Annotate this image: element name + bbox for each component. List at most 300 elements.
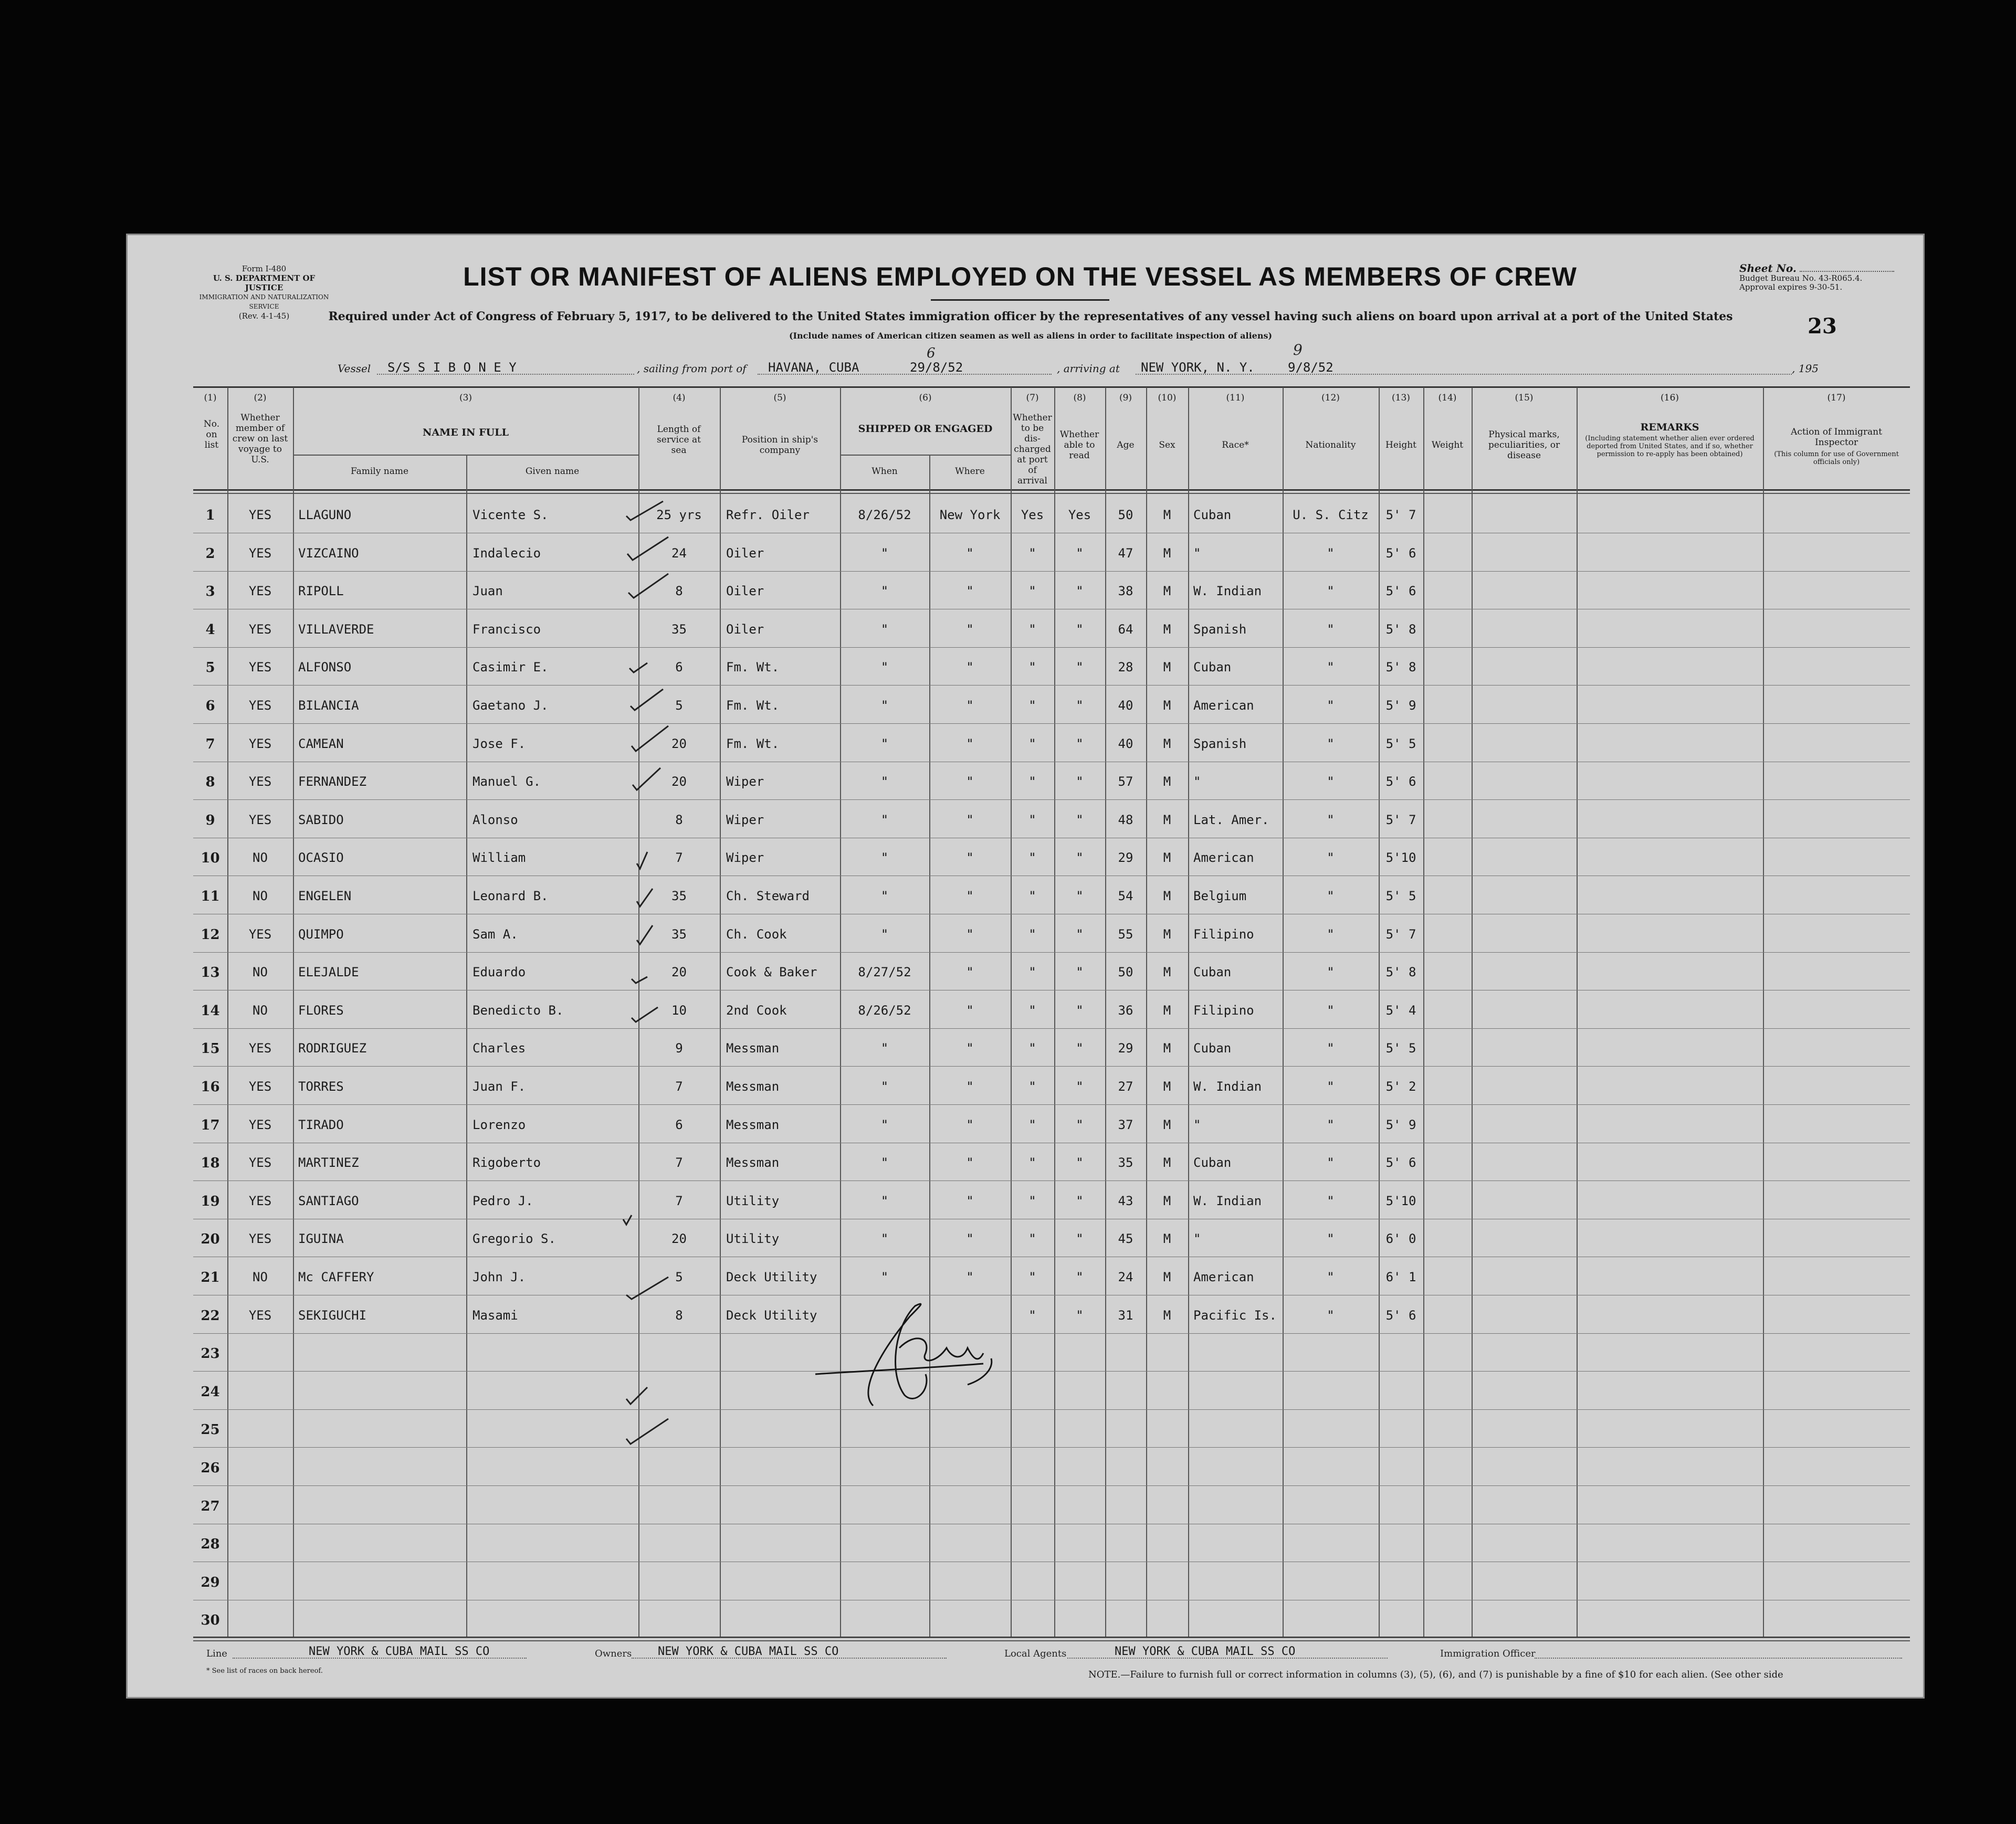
given-name-cell: Gaetano J. [472, 698, 549, 713]
last-voyage-cell: YES [248, 1041, 272, 1056]
last-voyage-cell: YES [248, 1308, 272, 1323]
header-able-to-read: Whether able to read [1059, 429, 1099, 461]
row-number: 29 [201, 1574, 220, 1590]
table-row [128, 801, 1923, 839]
sex-cell: M [1163, 508, 1171, 522]
given-name-cell: Eduardo [472, 965, 526, 980]
form-dept: U. S. DEPARTMENT OF JUSTICE [213, 273, 316, 292]
race-cell: American [1193, 1270, 1254, 1284]
given-name-cell: Juan [472, 584, 503, 599]
family-name-cell: QUIMPO [298, 926, 344, 942]
line-label: Line [206, 1648, 227, 1659]
nationality-cell: " [1327, 1308, 1335, 1323]
table-row [128, 839, 1923, 877]
position-cell: Wiper [726, 850, 764, 866]
line-value: NEW YORK & CUBA MAIL SS CO [309, 1645, 490, 1658]
age-cell: 40 [1118, 736, 1133, 751]
given-name-cell: Manuel G. [472, 774, 541, 789]
race-cell: Cuban [1193, 1041, 1232, 1056]
race-cell: " [1193, 1117, 1201, 1132]
given-name-cell: Vicente S. [472, 508, 549, 522]
table-row [128, 610, 1923, 649]
header-nationality: Nationality [1305, 440, 1356, 450]
family-name-cell: SABIDO [298, 812, 344, 827]
signature [810, 1285, 999, 1421]
row-number: 19 [201, 1193, 220, 1209]
service-length-cell: 8 [675, 812, 683, 827]
table-row [128, 1182, 1923, 1220]
nationality-cell: " [1327, 736, 1335, 751]
last-voyage-cell: NO [253, 1003, 268, 1018]
able-to-read-cell: " [1076, 1003, 1084, 1018]
able-to-read-cell: " [1076, 889, 1084, 903]
sex-cell: M [1163, 889, 1171, 903]
given-name-cell: Sam A. [472, 926, 518, 942]
row-number: 4 [205, 621, 215, 638]
table-row [128, 1258, 1923, 1296]
height-cell: 5' 4 [1385, 1003, 1416, 1018]
nationality-cell: " [1327, 621, 1335, 637]
family-name-cell: FERNANDEZ [298, 774, 367, 789]
given-name-cell: John J. [472, 1270, 526, 1284]
family-name-cell: SEKIGUCHI [298, 1308, 367, 1323]
service-length-cell: 20 [671, 965, 687, 980]
position-cell: Messman [726, 1117, 780, 1132]
age-cell: 29 [1118, 850, 1133, 866]
nationality-cell: " [1327, 1155, 1335, 1171]
arriving-label: , arriving at [1057, 362, 1120, 375]
shipped-where-cell: " [966, 1041, 974, 1056]
row-number: 14 [201, 1003, 220, 1019]
service-length-cell: 35 [671, 621, 687, 637]
position-cell: 2nd Cook [726, 1003, 787, 1018]
shipped-where-cell: " [966, 698, 974, 713]
header-sex: Sex [1159, 440, 1175, 450]
position-cell: Utility [726, 1231, 780, 1247]
able-to-read-cell: Yes [1068, 508, 1091, 522]
age-cell: 38 [1118, 584, 1133, 599]
sex-cell: M [1163, 736, 1171, 751]
header-inspector-action: Action of Immigrant Inspector [1791, 427, 1882, 448]
position-cell: Refr. Oiler [726, 508, 810, 522]
discharged-cell: " [1028, 1003, 1036, 1018]
nationality-cell: " [1327, 965, 1335, 980]
position-cell: Messman [726, 1155, 780, 1171]
nationality-cell: " [1327, 1003, 1335, 1018]
shipped-where-cell: " [966, 545, 974, 561]
row-number: 15 [201, 1041, 220, 1057]
sex-cell: M [1163, 774, 1171, 789]
age-cell: 29 [1118, 1041, 1133, 1056]
family-name-cell: TORRES [298, 1079, 344, 1094]
height-cell: 5' 8 [1385, 621, 1416, 637]
table-row [128, 877, 1923, 915]
table-row [128, 1410, 1923, 1449]
shipped-where-cell: " [966, 850, 974, 866]
service-length-cell: 5 [675, 698, 683, 713]
able-to-read-cell: " [1076, 850, 1084, 866]
shipped-where-cell: " [966, 621, 974, 637]
last-voyage-cell: YES [248, 1117, 272, 1132]
discharged-cell: " [1028, 1308, 1036, 1323]
age-cell: 54 [1118, 889, 1133, 903]
family-name-cell: LLAGUNO [298, 508, 352, 522]
sex-cell: M [1163, 926, 1171, 942]
race-cell: " [1193, 774, 1201, 789]
family-name-cell: IGUINA [298, 1231, 344, 1247]
age-cell: 55 [1118, 926, 1133, 942]
row-number: 25 [201, 1422, 220, 1438]
header-when: When [872, 466, 898, 477]
header-height: Height [1385, 440, 1416, 450]
nationality-cell: " [1327, 1270, 1335, 1284]
header-discharged: Whether to be dis-charged at port of arrival [1013, 413, 1052, 486]
last-voyage-cell: YES [248, 736, 272, 751]
last-voyage-cell: YES [248, 698, 272, 713]
shipped-where-cell: New York [939, 508, 1001, 522]
service-length-cell: 7 [675, 850, 683, 866]
header-length-of-service: Length of service at sea [657, 424, 701, 456]
able-to-read-cell: " [1076, 1079, 1084, 1094]
age-cell: 45 [1118, 1231, 1133, 1247]
row-number: 6 [205, 698, 215, 714]
service-length-cell: 6 [675, 1117, 683, 1132]
last-voyage-cell: YES [248, 1079, 272, 1094]
nationality-cell: " [1327, 1041, 1335, 1056]
form-service: IMMIGRATION AND NATURALIZATION SERVICE [199, 293, 329, 310]
shipped-when-cell: " [880, 1079, 889, 1094]
sex-cell: M [1163, 1308, 1171, 1323]
shipped-where-cell: " [966, 812, 974, 827]
sex-cell: M [1163, 1079, 1171, 1094]
position-cell: Oiler [726, 621, 764, 637]
discharged-cell: " [1028, 889, 1036, 903]
table-row [128, 953, 1923, 992]
colnum-6: (6) [919, 393, 932, 403]
colnum-5: (5) [773, 393, 786, 403]
able-to-read-cell: " [1076, 774, 1084, 789]
vessel-name: S/S S I B O N E Y [387, 360, 517, 375]
owners-value: NEW YORK & CUBA MAIL SS CO [658, 1645, 839, 1658]
shipped-when-cell: 8/26/52 [858, 1003, 911, 1018]
nationality-cell: " [1327, 889, 1335, 903]
age-cell: 40 [1118, 698, 1133, 713]
colnum-13: (13) [1392, 393, 1410, 403]
table-row [128, 725, 1923, 763]
family-name-cell: MARTINEZ [298, 1155, 359, 1171]
discharged-cell: " [1028, 1193, 1036, 1208]
last-voyage-cell: NO [253, 965, 268, 980]
sex-cell: M [1163, 1155, 1171, 1171]
header-last-voyage: Whether member of crew on last voyage to U.S. [232, 413, 288, 465]
shipped-where-cell: " [966, 736, 974, 751]
able-to-read-cell: " [1076, 545, 1084, 561]
sex-cell: M [1163, 850, 1171, 866]
height-cell: 5' 5 [1385, 889, 1416, 903]
given-name-cell: Gregorio S. [472, 1231, 556, 1247]
discharged-cell: " [1028, 1041, 1036, 1056]
family-name-cell: BILANCIA [298, 698, 359, 713]
colnum-7: (7) [1026, 393, 1039, 403]
age-cell: 64 [1118, 621, 1133, 637]
service-length-cell: 7 [675, 1155, 683, 1171]
shipped-when-cell: " [880, 812, 889, 827]
sex-cell: M [1163, 584, 1171, 599]
shipped-when-cell: " [880, 736, 889, 751]
height-cell: 5' 7 [1385, 812, 1416, 827]
race-cell: Spanish [1193, 621, 1247, 637]
table-row [128, 763, 1923, 801]
family-name-cell: ELEJALDE [298, 965, 359, 980]
sailing-label: , sailing from port of [637, 362, 747, 375]
last-voyage-cell: NO [253, 889, 268, 903]
shipped-when-cell: " [880, 545, 889, 561]
service-length-cell: 6 [675, 660, 683, 675]
age-cell: 31 [1118, 1308, 1133, 1323]
vessel-line [338, 341, 1860, 381]
row-number: 8 [205, 774, 215, 790]
header-given-name: Given name [525, 466, 580, 477]
row-number: 1 [205, 508, 215, 523]
shipped-where-cell: " [966, 965, 974, 980]
race-cell: Filipino [1193, 926, 1254, 942]
discharged-cell: " [1028, 660, 1036, 675]
given-name-cell: Francisco [472, 621, 541, 637]
able-to-read-cell: " [1076, 584, 1084, 599]
shipped-when-cell: " [880, 926, 889, 942]
age-cell: 37 [1118, 1117, 1133, 1132]
officer-label: Immigration Officer [1440, 1648, 1536, 1659]
discharged-cell: " [1028, 1079, 1036, 1094]
shipped-where-cell: " [966, 926, 974, 942]
row-number: 22 [201, 1308, 220, 1324]
height-cell: 5'10 [1385, 1193, 1416, 1208]
arriving-port: NEW YORK, N. Y. [1141, 360, 1255, 375]
colnum-12: (12) [1321, 393, 1340, 403]
arriving-date: 9/8/52 [1288, 360, 1334, 375]
form-rev: (Rev. 4-1-45) [238, 311, 290, 321]
row-number: 2 [205, 545, 215, 562]
shipped-when-cell: " [880, 889, 889, 903]
service-length-cell: 35 [671, 926, 687, 942]
given-name-cell: Masami [472, 1308, 518, 1323]
row-number: 20 [201, 1231, 220, 1248]
given-name-cell: Jose F. [472, 736, 526, 751]
discharged-cell: " [1028, 1270, 1036, 1284]
shipped-when-cell: " [880, 584, 889, 599]
check-marks [616, 495, 689, 1608]
shipped-when-cell: " [880, 1270, 889, 1284]
subtitle: Required under Act of Congress of February 5, 1917, to be delivered to the United States immigration officer by the representatives of any vessel having such aliens on board upon arrival at a port of the United States [328, 310, 1733, 323]
colnum-9: (9) [1119, 393, 1132, 403]
table-row [128, 1144, 1923, 1182]
row-number: 13 [201, 965, 220, 981]
vessel-label: Vessel [338, 362, 371, 375]
sex-cell: M [1163, 1193, 1171, 1208]
family-name-cell: SANTIAGO [298, 1193, 359, 1208]
shipped-when-cell: " [880, 660, 889, 675]
row-number: 26 [201, 1460, 220, 1476]
nationality-cell: " [1327, 698, 1335, 713]
colnum-10: (10) [1158, 393, 1177, 403]
header-remarks-note: (Including statement whether alien ever ordered deported from United States, and if so, whether permission to re-apply has been obtained) [1585, 435, 1755, 458]
service-length-cell: 7 [675, 1193, 683, 1208]
nationality-cell: " [1327, 1193, 1335, 1208]
shipped-when-cell: " [880, 621, 889, 637]
family-name-cell: OCASIO [298, 850, 344, 866]
family-name-cell: ENGELEN [298, 889, 352, 903]
sailing-port: HAVANA, CUBA [768, 360, 859, 375]
position-cell: Deck Utility [726, 1308, 817, 1323]
shipped-where-cell: " [966, 1079, 974, 1094]
colnum-16: (16) [1661, 393, 1679, 403]
height-cell: 5' 6 [1385, 774, 1416, 789]
family-name-cell: VILLAVERDE [298, 621, 374, 637]
family-name-cell: ALFONSO [298, 660, 352, 675]
given-name-cell: Casimir E. [472, 660, 549, 675]
last-voyage-cell: NO [253, 1270, 268, 1284]
position-cell: Wiper [726, 774, 764, 789]
shipped-where-cell: " [966, 1155, 974, 1171]
table-row [128, 1525, 1923, 1563]
row-number: 3 [205, 584, 215, 600]
able-to-read-cell: " [1076, 1041, 1084, 1056]
row-number: 18 [201, 1155, 220, 1172]
table-row [128, 572, 1923, 610]
row-number: 27 [201, 1498, 220, 1514]
family-name-cell: FLORES [298, 1003, 344, 1018]
service-length-cell: 8 [675, 584, 683, 599]
year-label: , 195 [1792, 362, 1819, 375]
footer [128, 1642, 1923, 1694]
row-number: 7 [205, 736, 215, 752]
able-to-read-cell: " [1076, 621, 1084, 637]
row-number: 23 [201, 1346, 220, 1362]
able-to-read-cell: " [1076, 1308, 1084, 1323]
row-number: 28 [201, 1536, 220, 1553]
sex-cell: M [1163, 621, 1171, 637]
nationality-cell: " [1327, 1231, 1335, 1247]
service-length-cell: 8 [675, 1308, 683, 1323]
discharged-cell: " [1028, 698, 1036, 713]
given-name-cell: William [472, 850, 526, 866]
header-family-name: Family name [350, 466, 409, 477]
table-row [128, 915, 1923, 954]
row-number: 30 [201, 1612, 220, 1629]
height-cell: 5' 8 [1385, 965, 1416, 980]
discharged-cell: " [1028, 545, 1036, 561]
given-name-cell: Juan F. [472, 1079, 526, 1094]
discharged-cell: " [1028, 621, 1036, 637]
height-cell: 5' 6 [1385, 545, 1416, 561]
given-name-cell: Leonard B. [472, 889, 549, 903]
last-voyage-cell: YES [248, 621, 272, 637]
position-cell: Fm. Wt. [726, 736, 780, 751]
row-number: 9 [205, 812, 215, 828]
nationality-cell: " [1327, 584, 1335, 599]
last-voyage-cell: YES [248, 660, 272, 675]
able-to-read-cell: " [1076, 1270, 1084, 1284]
colnum-17: (17) [1827, 393, 1846, 403]
family-name-cell: TIRADO [298, 1117, 344, 1132]
height-cell: 6' 1 [1385, 1270, 1416, 1284]
position-cell: Utility [726, 1193, 780, 1208]
last-voyage-cell: NO [253, 850, 268, 866]
race-cell: Cuban [1193, 965, 1232, 980]
height-cell: 5' 5 [1385, 1041, 1416, 1056]
family-name-cell: Mc CAFFERY [298, 1270, 374, 1284]
colnum-3: (3) [459, 393, 472, 403]
service-length-cell: 20 [671, 736, 687, 751]
given-name-cell: Lorenzo [472, 1117, 526, 1132]
service-length-cell: 20 [671, 774, 687, 789]
sailing-date-correction: 6 [927, 345, 936, 361]
colnum-8: (8) [1073, 393, 1086, 403]
age-cell: 43 [1118, 1193, 1133, 1208]
colnum-11: (11) [1226, 393, 1245, 403]
nationality-cell: U. S. Citz [1293, 508, 1369, 522]
shipped-where-cell: " [966, 774, 974, 789]
able-to-read-cell: " [1076, 1117, 1084, 1132]
race-cell: Belgium [1193, 889, 1247, 903]
table-row [128, 1220, 1923, 1258]
height-cell: 6' 0 [1385, 1231, 1416, 1247]
table-row [128, 687, 1923, 725]
discharged-cell: " [1028, 850, 1036, 866]
last-voyage-cell: YES [248, 1155, 272, 1171]
owners-label: Owners [595, 1648, 632, 1659]
age-cell: 27 [1118, 1079, 1133, 1094]
discharged-cell: Yes [1021, 508, 1044, 522]
shipped-when-cell: " [880, 1117, 889, 1132]
last-voyage-cell: YES [248, 545, 272, 561]
header-no-on-list: No. on list [203, 419, 220, 450]
age-cell: 28 [1118, 660, 1133, 675]
age-cell: 57 [1118, 774, 1133, 789]
arriving-date-correction: 9 [1293, 341, 1303, 359]
header-physical-marks: Physical marks, peculiarities, or disease [1488, 429, 1560, 461]
race-cell: Cuban [1193, 508, 1232, 522]
sex-cell: M [1163, 1117, 1171, 1132]
discharged-cell: " [1028, 965, 1036, 980]
position-cell: Cook & Baker [726, 965, 817, 980]
service-length-cell: 7 [675, 1079, 683, 1094]
discharged-cell: " [1028, 584, 1036, 599]
header-age: Age [1117, 440, 1135, 450]
height-cell: 5' 9 [1385, 1117, 1416, 1132]
budget-no: Budget Bureau No. 43-R065.4. [1739, 273, 1863, 283]
header-inspector-note: (This column for use of Government officials only) [1774, 450, 1899, 466]
height-cell: 5' 6 [1385, 1308, 1416, 1323]
last-voyage-cell: YES [248, 508, 272, 522]
table-row [128, 1029, 1923, 1068]
height-cell: 5' 7 [1385, 508, 1416, 522]
age-cell: 50 [1118, 508, 1133, 522]
service-length-cell: 20 [671, 1231, 687, 1247]
shipped-where-cell: " [966, 889, 974, 903]
position-cell: Messman [726, 1079, 780, 1094]
shipped-when-cell: " [880, 1041, 889, 1056]
race-cell: Cuban [1193, 660, 1232, 675]
header-position: Position in ship's company [741, 435, 818, 456]
nationality-cell: " [1327, 774, 1335, 789]
sailing-date: 29/8/52 [910, 360, 963, 375]
race-cell: Pacific Is. [1193, 1308, 1277, 1323]
race-cell: American [1193, 850, 1254, 866]
given-name-cell: Alonso [472, 812, 518, 827]
discharged-cell: " [1028, 774, 1036, 789]
age-cell: 24 [1118, 1270, 1133, 1284]
